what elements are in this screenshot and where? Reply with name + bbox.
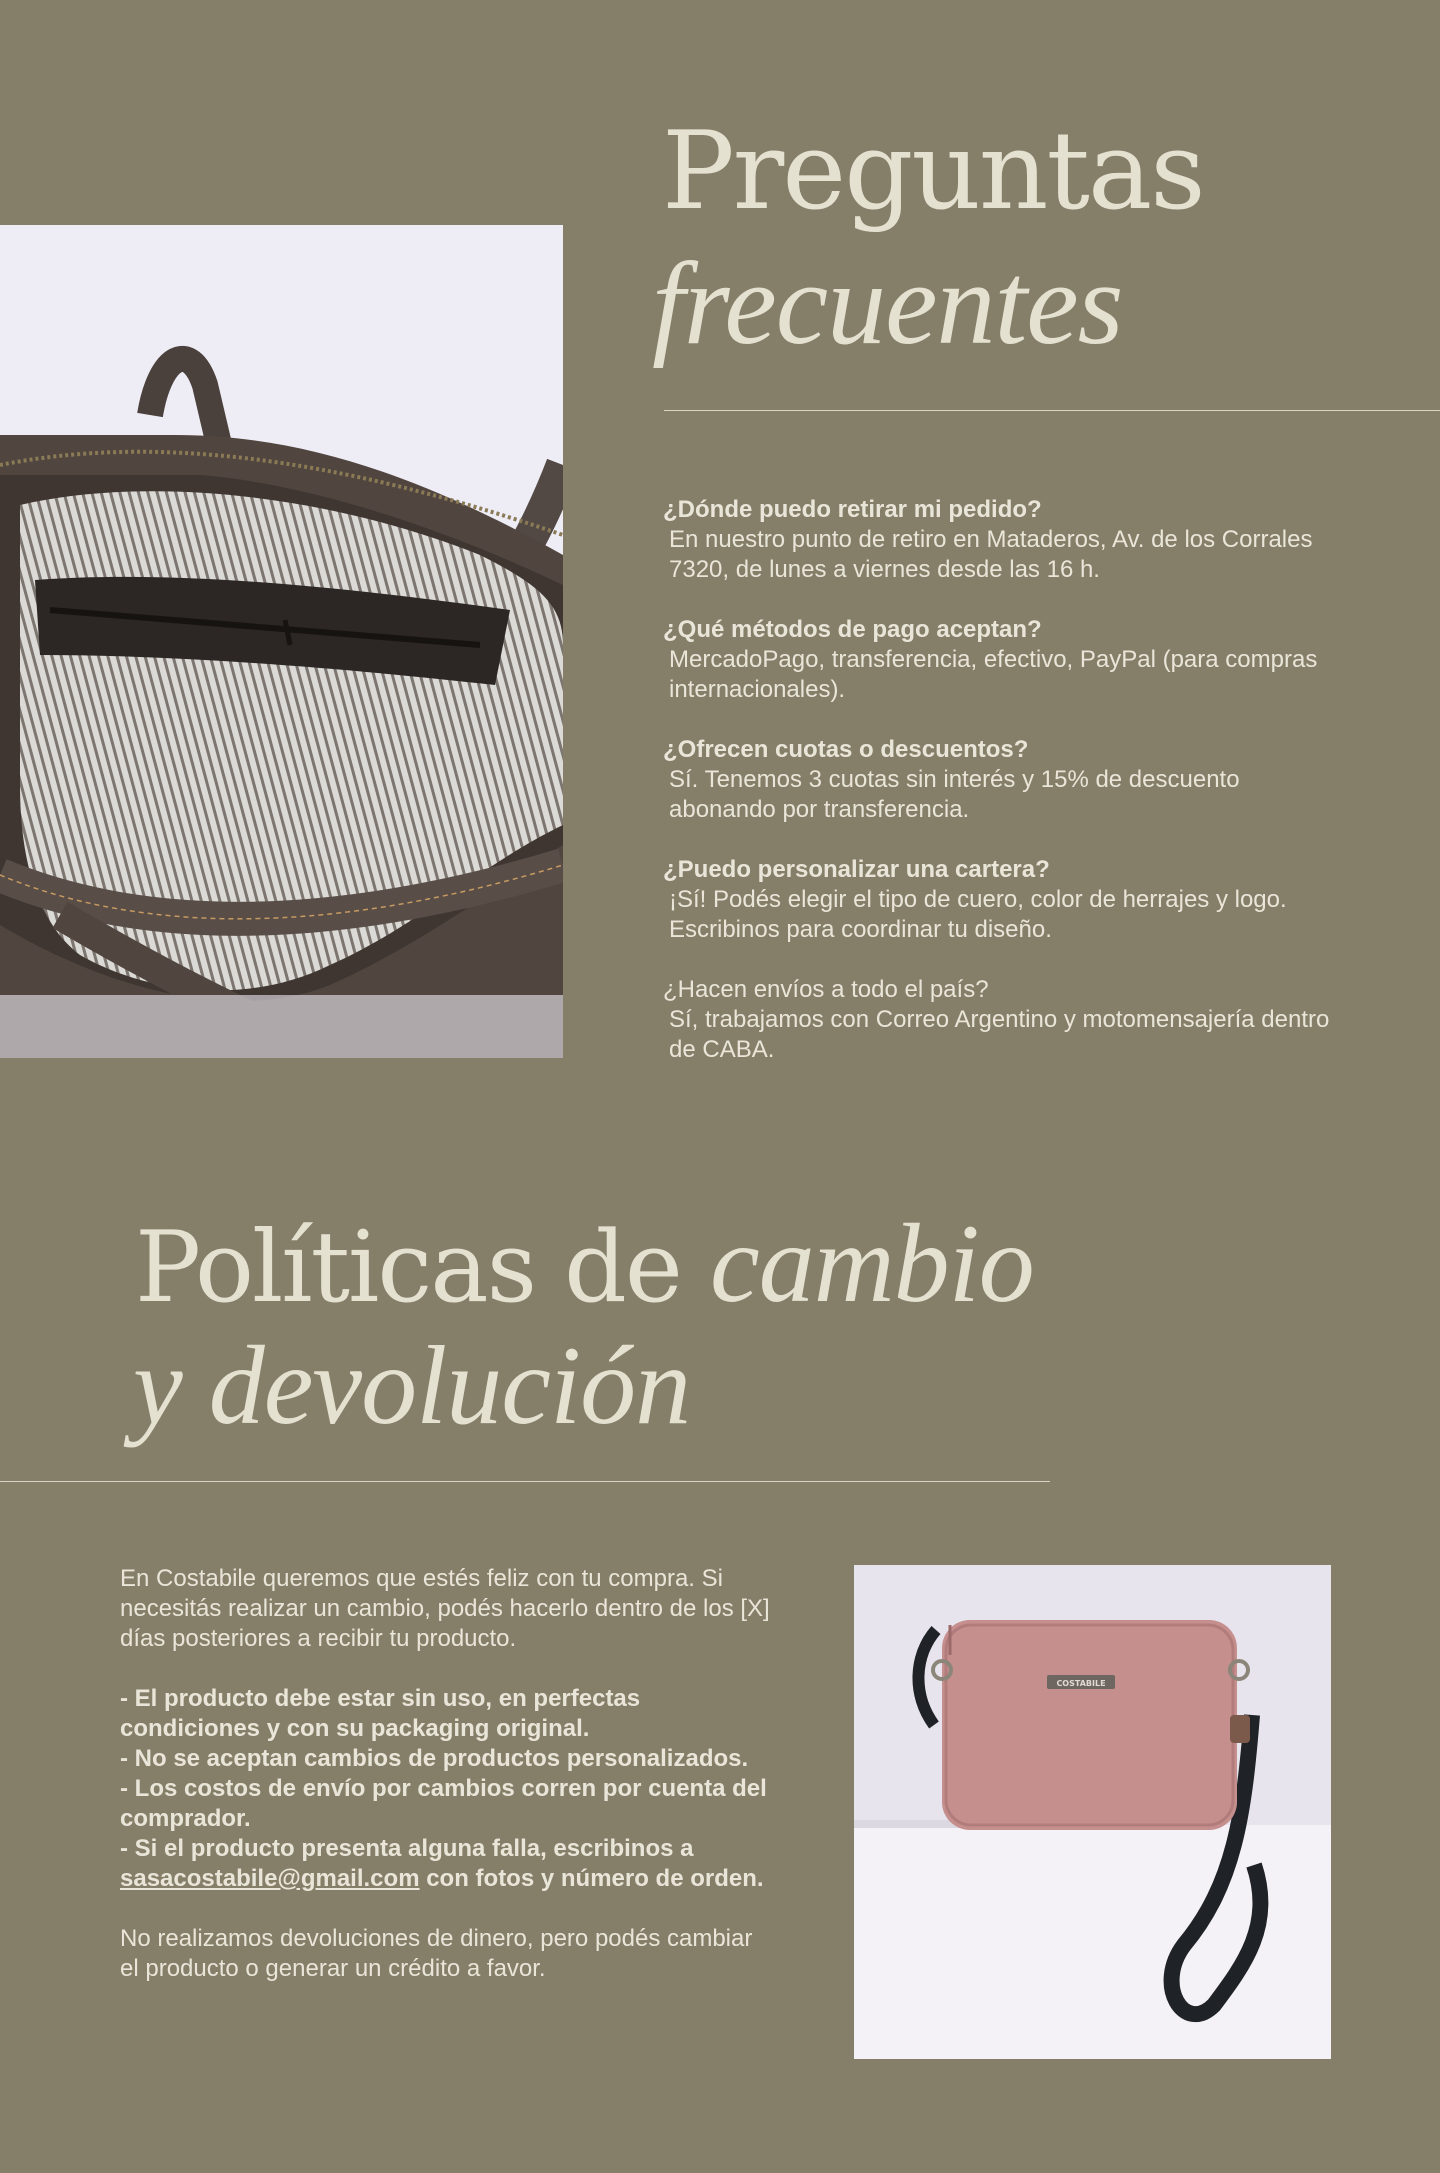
bag-logo: COSTABILE [1056, 1679, 1106, 1688]
policy-text [120, 1564, 770, 1984]
faq-answer: Sí, trabajamos con Correo Argentino y motomensajería dentro de CABA. [669, 1006, 1330, 1063]
contact-email-link[interactable]: sasacostabile@gmail.com [120, 1865, 420, 1892]
faq-answer: MercadoPago, transferencia, efectivo, PayPal (para compras internacionales). [669, 646, 1318, 703]
faq-bag-photo [0, 225, 563, 1058]
policy-rule: - No se aceptan cambios de productos personalizados. [120, 1745, 749, 1772]
faq-question: ¿Ofrecen cuotas o descuentos? [663, 736, 1029, 763]
policy-rule: - Los costos de envío por cambios corren por cuenta del comprador. [120, 1775, 767, 1832]
faq-item [663, 855, 1343, 945]
faq-item [663, 615, 1343, 705]
policy-title-line1 [135, 1202, 1034, 1326]
faq-title-line2: frecuentes [652, 238, 1123, 369]
faq-question: ¿Hacen envíos a todo el país? [663, 976, 989, 1003]
policy-title-italic: cambio [710, 1202, 1034, 1326]
faq-answer: Sí. Tenemos 3 cuotas sin interés y 15% de descuento abonando por transferencia. [669, 766, 1240, 823]
faq-question: ¿Qué métodos de pago aceptan? [663, 616, 1042, 643]
policy-rule-suffix: con fotos y número de orden. [419, 1865, 764, 1892]
policy-rules [120, 1684, 770, 1894]
policy-rule: - El producto debe estar sin uso, en perfectas condiciones y con su packaging original. [120, 1685, 641, 1742]
faq-question: ¿Puedo personalizar una cartera? [663, 856, 1050, 883]
faq-item [663, 495, 1343, 585]
faq-divider [664, 410, 1440, 411]
faq-question: ¿Dónde puedo retirar mi pedido? [663, 496, 1042, 523]
policy-bag-photo [854, 1565, 1331, 2059]
policy-title-line2: y devolución [133, 1324, 691, 1448]
faq-title-line1: Preguntas [662, 109, 1204, 234]
open-tote-bag-image [0, 225, 563, 1058]
policy-intro: En Costabile queremos que estés feliz con tu compra. Si necesitás realizar un cambio, podés hacerlo dentro de los [X] días posteriores a recibir tu producto. [120, 1565, 770, 1652]
faq-answer: ¡Sí! Podés elegir el tipo de cuero, color de herrajes y logo. Escribinos para coordinar tu diseño. [669, 886, 1287, 943]
policy-rule-prefix: - Si el producto presenta alguna falla, escribinos a [120, 1835, 694, 1862]
faq-item [663, 735, 1343, 825]
policy-divider [0, 1481, 1050, 1482]
faq-item [663, 975, 1343, 1065]
pink-crossbody-bag-image [854, 1565, 1331, 2059]
faq-answer: En nuestro punto de retiro en Mataderos, Av. de los Corrales 7320, de lunes a viernes desde las 16 h. [669, 526, 1313, 583]
faq-list [663, 495, 1343, 1095]
policy-footer: No realizamos devoluciones de dinero, pero podés cambiar el producto o generar un crédito a favor. [120, 1925, 753, 1982]
policy-title-plain: Políticas de [135, 1211, 711, 1325]
